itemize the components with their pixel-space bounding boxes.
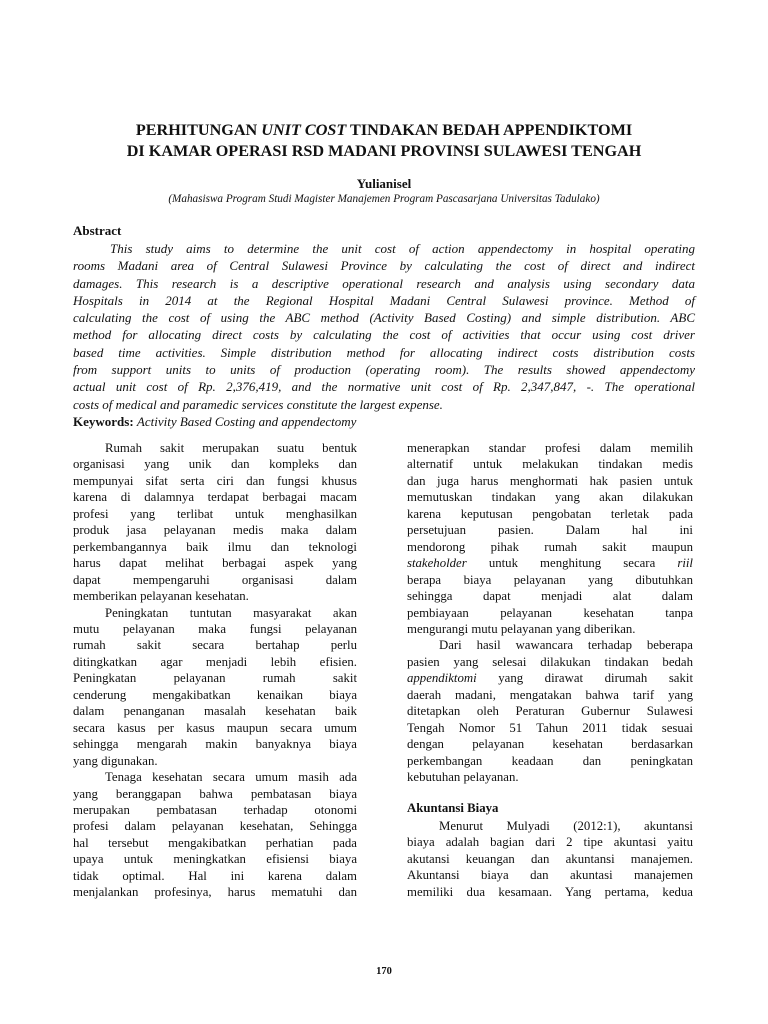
text-line: organisasi yang unik dan kompleks dan [73,457,357,472]
right-paragraph-2 [407,687,693,786]
text-line: mutu pelayanan maka fungsi pelayanan [73,621,357,636]
text-line: perkembangannya baik ilmu dan teknologi [73,539,357,554]
text-line: dan juga harus menghormati hak pasien untuk [407,473,693,488]
text-line: Akuntansi biaya dan akuntasi manajemen [407,868,693,883]
text-line: tidak optimal. Hal ini karena dalam [73,868,357,883]
text-line: profesi yang terlibat untuk menghasilkan [73,506,357,521]
abstract-line: damages. This research is a descriptive operational research and analysis using secondary data [73,275,695,291]
text-line: Peningkatan tuntutan masyarakat akan [105,605,357,620]
text-line: persetujuan pasien. Dalam hal ini [407,523,693,538]
text-line: biaya adalah bagian dari 2 tipe akuntasi yaitu [407,835,693,850]
abstract-line: costs of medical and paramedic services constitute the largest expense. [73,396,443,412]
text-line: daerah madani, mengatakan bahwa tarif yang [407,687,693,702]
author-affiliation: (Mahasiswa Program Studi Magister Manajemen Program Pascasarjana Universitas Tadulako) [168,193,600,205]
text-line: perkembangan keadaan dan peningkatan [407,753,693,768]
abstract-line: based time activities. Simple distribution method for allocating indirect costs distribution costs [73,344,695,360]
text-line: upaya untuk meningkatkan efisiensi biaya [73,852,357,867]
text-line: rumah sakit secara bertahap perlu [73,638,357,653]
keywords [73,413,695,430]
text-line: mengurangi mutu pelayanan yang diberikan. [407,621,636,636]
appendiktomi-line: appendiktomi yang dirawat dirumah sakit [407,671,693,686]
text-line: sehingga dapat menjadi alat dalam [407,589,693,604]
text-line: alternatif untuk melakukan tindakan medis [407,457,693,472]
right-column [407,440,693,900]
text-line: menerapkan standar profesi dalam memilih [407,441,693,455]
paper-title [40,120,728,162]
keywords-text: Activity Based Costing and appendectomy [136,413,357,429]
stakeholder-line: stakeholder untuk menghitung secara riil [407,556,693,571]
text-line: menjalankan profesinya, harus mematuhi dan [73,885,357,900]
text-line: profesi dalam pelayanan kesehatan, Sehingga [73,819,357,834]
text-line: karena keputusan pengobatan terletak pada [407,506,693,521]
text-line: yang digunakan. [73,753,158,768]
abstract-heading: Abstract [73,223,122,238]
keywords-label: Keywords: [73,413,134,429]
text-line: produk jasa pelayanan medis maka dalam [73,523,357,538]
text-line: Peningkatan pelayanan rumah sakit [73,671,357,686]
text-line: pembiayaan pelayanan kesehatan tanpa [407,605,693,620]
text-line: mempunyai sifat serta ciri dan fungsi khusus [73,473,357,488]
text-line: harus dapat melihat berbagai aspek yang [73,556,357,571]
text-line: Tengah Nomor 51 Tahun 2011 tidak sesuai [407,720,693,735]
left-paragraph-1 [73,440,357,605]
text-line: Tenaga kesehatan secara umum masih ada [105,770,357,785]
title-line-2: DI KAMAR OPERASI RSD MADANI PROVINSI SULAWESI TENGAH [126,142,642,160]
right-paragraph-2-second-line: pasien yang selesai dilakukan tindakan bedah [407,654,693,669]
section-heading-akuntansi-biaya: Akuntansi Biaya [407,800,499,815]
text-line: merupakan pembatasan terhadap otonomi [73,802,357,817]
text-line: mendorong pihak rumah sakit maupun [407,539,693,554]
text-line: memutuskan tindakan yang akan dilakukan [407,490,693,505]
title-line-1: PERHITUNGAN UNIT COST TINDAKAN BEDAH APPENDIKTOMI [135,121,633,139]
author-name: Yulianisel [356,176,412,191]
text-line: kebutuhan pelayanan. [407,770,519,785]
right-paragraph-1 [407,440,693,555]
text-line: memiliki dua kesamaan. Yang pertama, kedua [407,884,693,899]
abstract-section [73,222,695,430]
text-line: dapat mempengaruhi organisasi dalam [73,572,357,587]
text-line: ditetapkan oleh Peraturan Gubernur Sulawesi [407,704,693,719]
right-paragraph-3 [407,818,693,900]
text-line: dengan pelayanan kesehatan berdasarkan [407,737,693,752]
abstract-line: rooms Madani area of Central Sulawesi Province by calculating the cost of direct and indirect [73,258,695,274]
abstract-body [73,240,695,413]
text-line: yang beranggapan bahwa pembatasan biaya [73,786,357,801]
right-paragraph-1-continued [407,572,693,638]
abstract-line: method for allocating direct costs by calculating the cost of activities that occur using cost driver [73,327,695,343]
text-line: memberikan pelayanan kesehatan. [73,589,249,604]
text-line: sehingga mengarah makin banyaknya biaya [73,737,357,752]
text-line: Rumah sakit merupakan suatu bentuk [105,441,357,455]
abstract-line: Hospitals in 2014 at the Regional Hospital Madani Central Sulawesi province. Method of [73,292,695,308]
left-column [73,440,357,901]
abstract-line: calculating the cost of using the ABC method (Activity Based Costing) and simple distribution. ABC [73,310,695,326]
text-line: berapa biaya pelayanan yang dibutuhkan [407,572,693,587]
abstract-line: actual unit cost of Rp. 2,376,419, and the normative unit cost of Rp. 2,347,847, -. The operational [73,379,695,395]
abstract-line: from support units to units of production (operating room). The results showed appendectomy [73,362,695,378]
text-line: Menurut Mulyadi (2012:1), akuntansi [439,818,693,833]
text-line: secara kasus per kasus maupun secara umum [73,720,357,735]
left-paragraph-3 [73,769,357,901]
text-line: dalam penanganan masalah kesehatan baik [73,704,357,719]
text-line: karena di dalamnya terdapat berbagai macam [73,490,357,505]
right-paragraph-2-first-line: Dari hasil wawancara terhadap beberapa [439,638,693,653]
left-paragraph-2 [73,605,357,770]
text-line: akutansi keuangan dan akuntansi manajemen. [407,851,693,866]
abstract-line: This study aims to determine the unit cost of action appendectomy in hospital operating [110,241,695,256]
text-line: hal tersebut mengakibatkan perhatian pada [73,835,357,850]
page-number: 170 [376,966,392,977]
text-line: ditingkatkan agar menjadi lebih efisien. [73,654,357,669]
text-line: cenderung mengakibatkan kenaikan biaya [73,687,357,702]
